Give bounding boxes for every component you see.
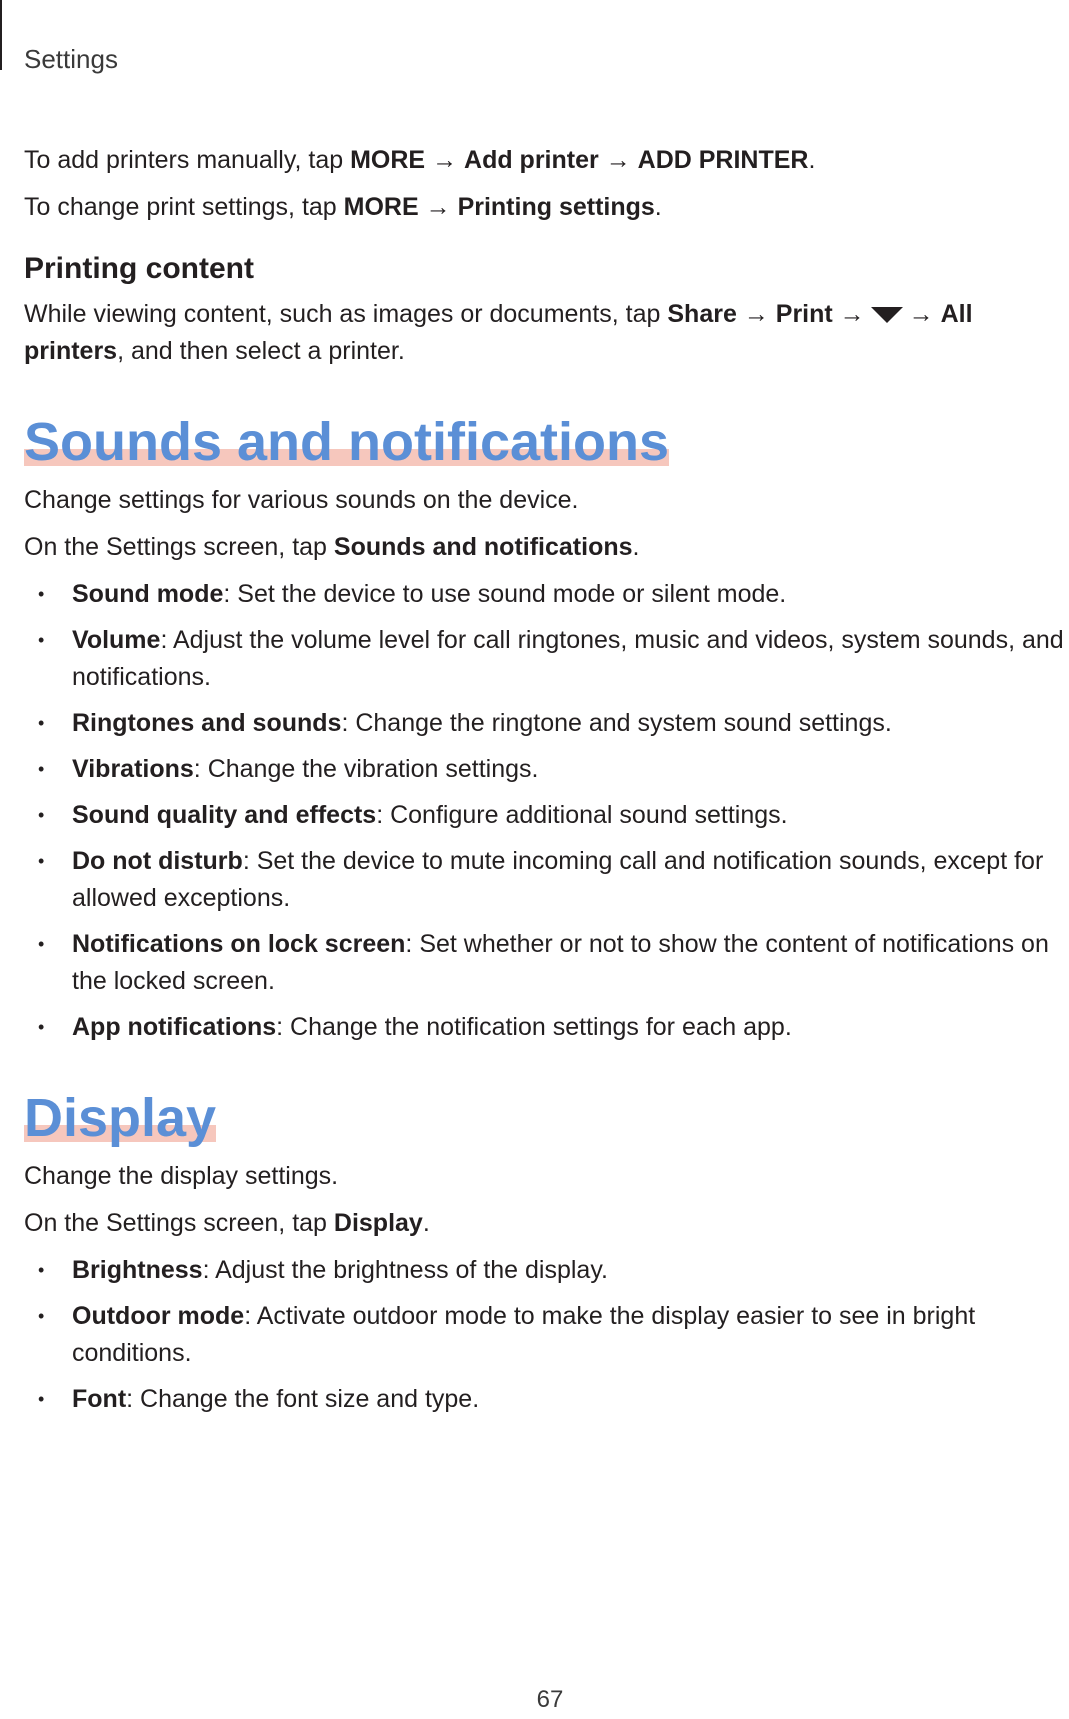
add-printer-instruction: [24, 142, 1064, 179]
option-term: Vibrations: [72, 755, 194, 783]
list-item: [24, 705, 1064, 742]
arrow: →: [839, 300, 865, 328]
menu-term: Display: [333, 1209, 423, 1237]
print-settings-instruction: [24, 189, 1064, 226]
printing-content-heading: Printing content: [24, 252, 254, 285]
list-item: [24, 843, 1064, 917]
text: , and then select a printer.: [117, 337, 405, 365]
page-edge-line: [0, 0, 2, 70]
bullet: •: [38, 630, 45, 650]
option-term: Do not disturb: [72, 847, 243, 875]
menu-term: Print: [775, 300, 833, 328]
display-section-title: Display: [24, 1088, 217, 1148]
bullet: •: [38, 584, 45, 604]
option-term: Sound mode: [72, 580, 224, 608]
option-term: Volume: [72, 626, 161, 654]
text: On the Settings screen, tap: [24, 1209, 334, 1237]
list-item: [24, 1009, 1064, 1046]
option-term: Sound quality and effects: [72, 801, 377, 829]
triangle-down-icon: [871, 307, 903, 323]
menu-term: All printers: [24, 300, 973, 365]
running-header: Settings: [24, 44, 118, 74]
text: To add printers manually, tap: [24, 146, 351, 174]
option-desc: : Set the device to mute incoming call and notification sounds, except for allowed exceptions.: [72, 847, 1044, 912]
option-term: Outdoor mode: [72, 1302, 245, 1330]
display-intro: Change the display settings.: [24, 1162, 339, 1190]
sounds-section-header: [24, 412, 1064, 472]
option-desc: : Set the device to use sound mode or silent mode.: [223, 580, 787, 608]
bullet: •: [38, 805, 45, 825]
option-desc: : Change the vibration settings.: [193, 755, 539, 783]
bullet: •: [38, 851, 45, 871]
list-item: [24, 751, 1064, 788]
menu-term: Printing settings: [457, 193, 655, 221]
text: .: [808, 146, 816, 174]
list-item: [24, 1252, 1064, 1289]
option-term: App notifications: [72, 1013, 277, 1041]
display-nav-instruction: [24, 1205, 1064, 1242]
text: While viewing content, such as images or documents, tap: [24, 300, 668, 328]
option-desc: : Change the notification settings for each app.: [276, 1013, 792, 1041]
display-options-list: [24, 1252, 1064, 1418]
page-content: [24, 142, 1064, 1427]
bullet: •: [38, 934, 45, 954]
list-item: [24, 1298, 1064, 1372]
menu-term: Share: [667, 300, 737, 328]
option-desc: : Change the font size and type.: [126, 1385, 480, 1413]
text: .: [632, 533, 640, 561]
option-desc: : Change the ringtone and system sound settings.: [341, 709, 892, 737]
menu-term: MORE: [343, 193, 419, 221]
menu-term: MORE: [350, 146, 426, 174]
page-number: 67: [536, 1686, 564, 1713]
bullet: •: [38, 1306, 45, 1326]
option-term: Font: [72, 1385, 127, 1413]
bullet: •: [38, 759, 45, 779]
option-desc: : Configure additional sound settings.: [376, 801, 788, 829]
list-item: [24, 1381, 1064, 1418]
arrow: →: [605, 146, 631, 174]
printing-content-instruction: [24, 296, 1064, 370]
option-desc: : Set whether or not to show the content of notifications on the locked screen.: [72, 930, 1049, 995]
sounds-options-list: [24, 576, 1064, 1046]
option-desc: : Activate outdoor mode to make the display easier to see in bright conditions.: [72, 1302, 976, 1367]
option-desc: : Adjust the brightness of the display.: [202, 1256, 608, 1284]
menu-term: Sounds and notifications: [333, 533, 633, 561]
menu-term: Add printer: [464, 146, 599, 174]
option-desc: : Adjust the volume level for call ringtones, music and videos, system sounds, and notifications.: [72, 626, 1064, 691]
list-item: [24, 622, 1064, 696]
sounds-section-title: Sounds and notifications: [24, 412, 669, 472]
text: .: [654, 193, 662, 221]
bullet: •: [38, 1260, 45, 1280]
menu-term: ADD PRINTER: [637, 146, 809, 174]
arrow: →: [425, 193, 451, 221]
display-section-header: [24, 1088, 1064, 1148]
list-item: [24, 797, 1064, 834]
arrow: →: [432, 146, 458, 174]
bullet: •: [38, 713, 45, 733]
option-term: Ringtones and sounds: [72, 709, 342, 737]
text: On the Settings screen, tap: [24, 533, 334, 561]
arrow: →: [743, 300, 769, 328]
list-item: [24, 926, 1064, 1000]
bullet: •: [38, 1017, 45, 1037]
list-item: [24, 576, 1064, 613]
option-term: Notifications on lock screen: [72, 930, 406, 958]
text: .: [422, 1209, 430, 1237]
option-term: Brightness: [72, 1256, 203, 1284]
sounds-intro: Change settings for various sounds on the device.: [24, 486, 579, 514]
text: To change print settings, tap: [24, 193, 344, 221]
sounds-nav-instruction: [24, 529, 1064, 566]
arrow: →: [908, 300, 934, 328]
bullet: •: [38, 1389, 45, 1409]
